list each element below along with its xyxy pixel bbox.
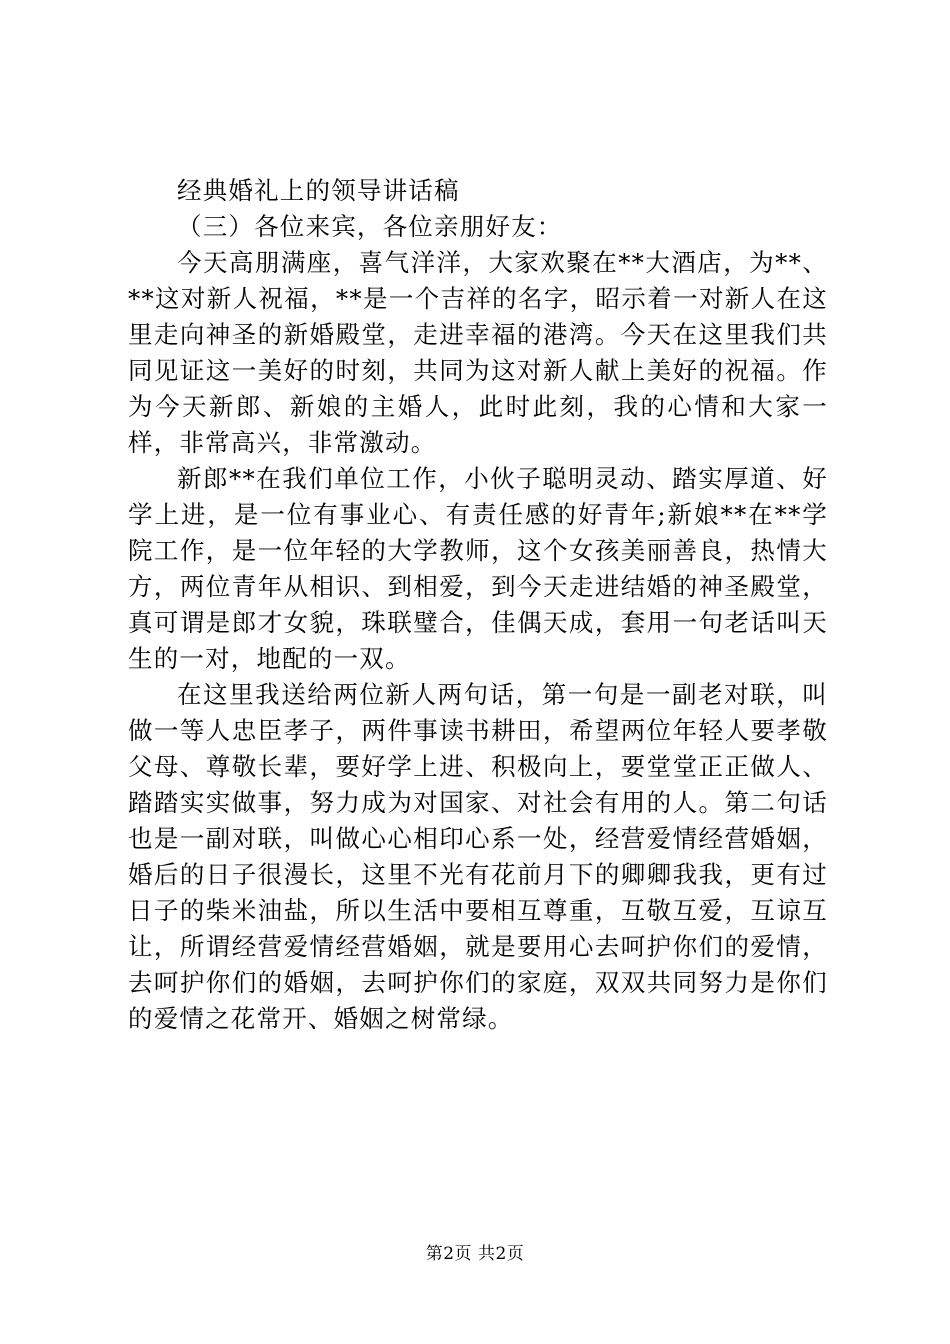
body-paragraph: 在这里我送给两位新人两句话，第一句是一副老对联，叫做一等人忠臣孝子，两件事读书耕田，希望两位年轻人要孝敬父母、尊敬长辈，要好学上进、积极向上，要堂堂正正做人、踏踏实实做事，努力成为对国家、对社会有用的人。第二句话也是一副对联，叫做心心相印心系一处，经营爱情经营婚姻，婚后的日子很漫长，这里不光有花前月下的卿卿我我，更有过日子的柴米油盐，所以生活中要相互尊重，互敬互爱，互谅互让，所谓经营爱情经营婚姻，就是要用心去呵护你们的爱情，去呵护你们的婚姻，去呵护你们的家庭，双双共同努力是你们的爱情之花常开、婚姻之树常绿。 (128, 680, 828, 1033)
salutation-paragraph: （三）各位来宾，各位亲朋好友： (177, 212, 563, 241)
body-paragraph: 新郎**在我们单位工作，小伙子聪明灵动、踏实厚道、好学上进，是一位有事业心、有责任感的好青年;新娘**在**学院工作，是一位年轻的大学教师，这个女孩美丽善良，热情大方，两位青年从相识、到相爱，到今天走进结婚的神圣殿堂，真可谓是郎才女貌，珠联璧合，佳偶天成，套用一句老话叫天生的一对，地配的一双。 (128, 464, 828, 673)
document-title: 经典婚礼上的领导讲话稿 (177, 176, 460, 205)
page-number-footer: 第2页 共2页 (425, 1244, 525, 1264)
body-paragraph: 今天高朋满座，喜气洋洋，大家欢聚在**大酒店，为**、**这对新人祝福，**是一个吉祥的名字，昭示着一对新人在这里走向神圣的新婚殿堂，走进幸福的港湾。今天在这里我们共同见证这一美好的时刻，共同为这对新人献上美好的祝福。作为今天新郎、新娘的主婚人，此时此刻，我的心情和大家一样，非常高兴，非常激动。 (128, 248, 828, 457)
document-body (128, 173, 828, 1037)
